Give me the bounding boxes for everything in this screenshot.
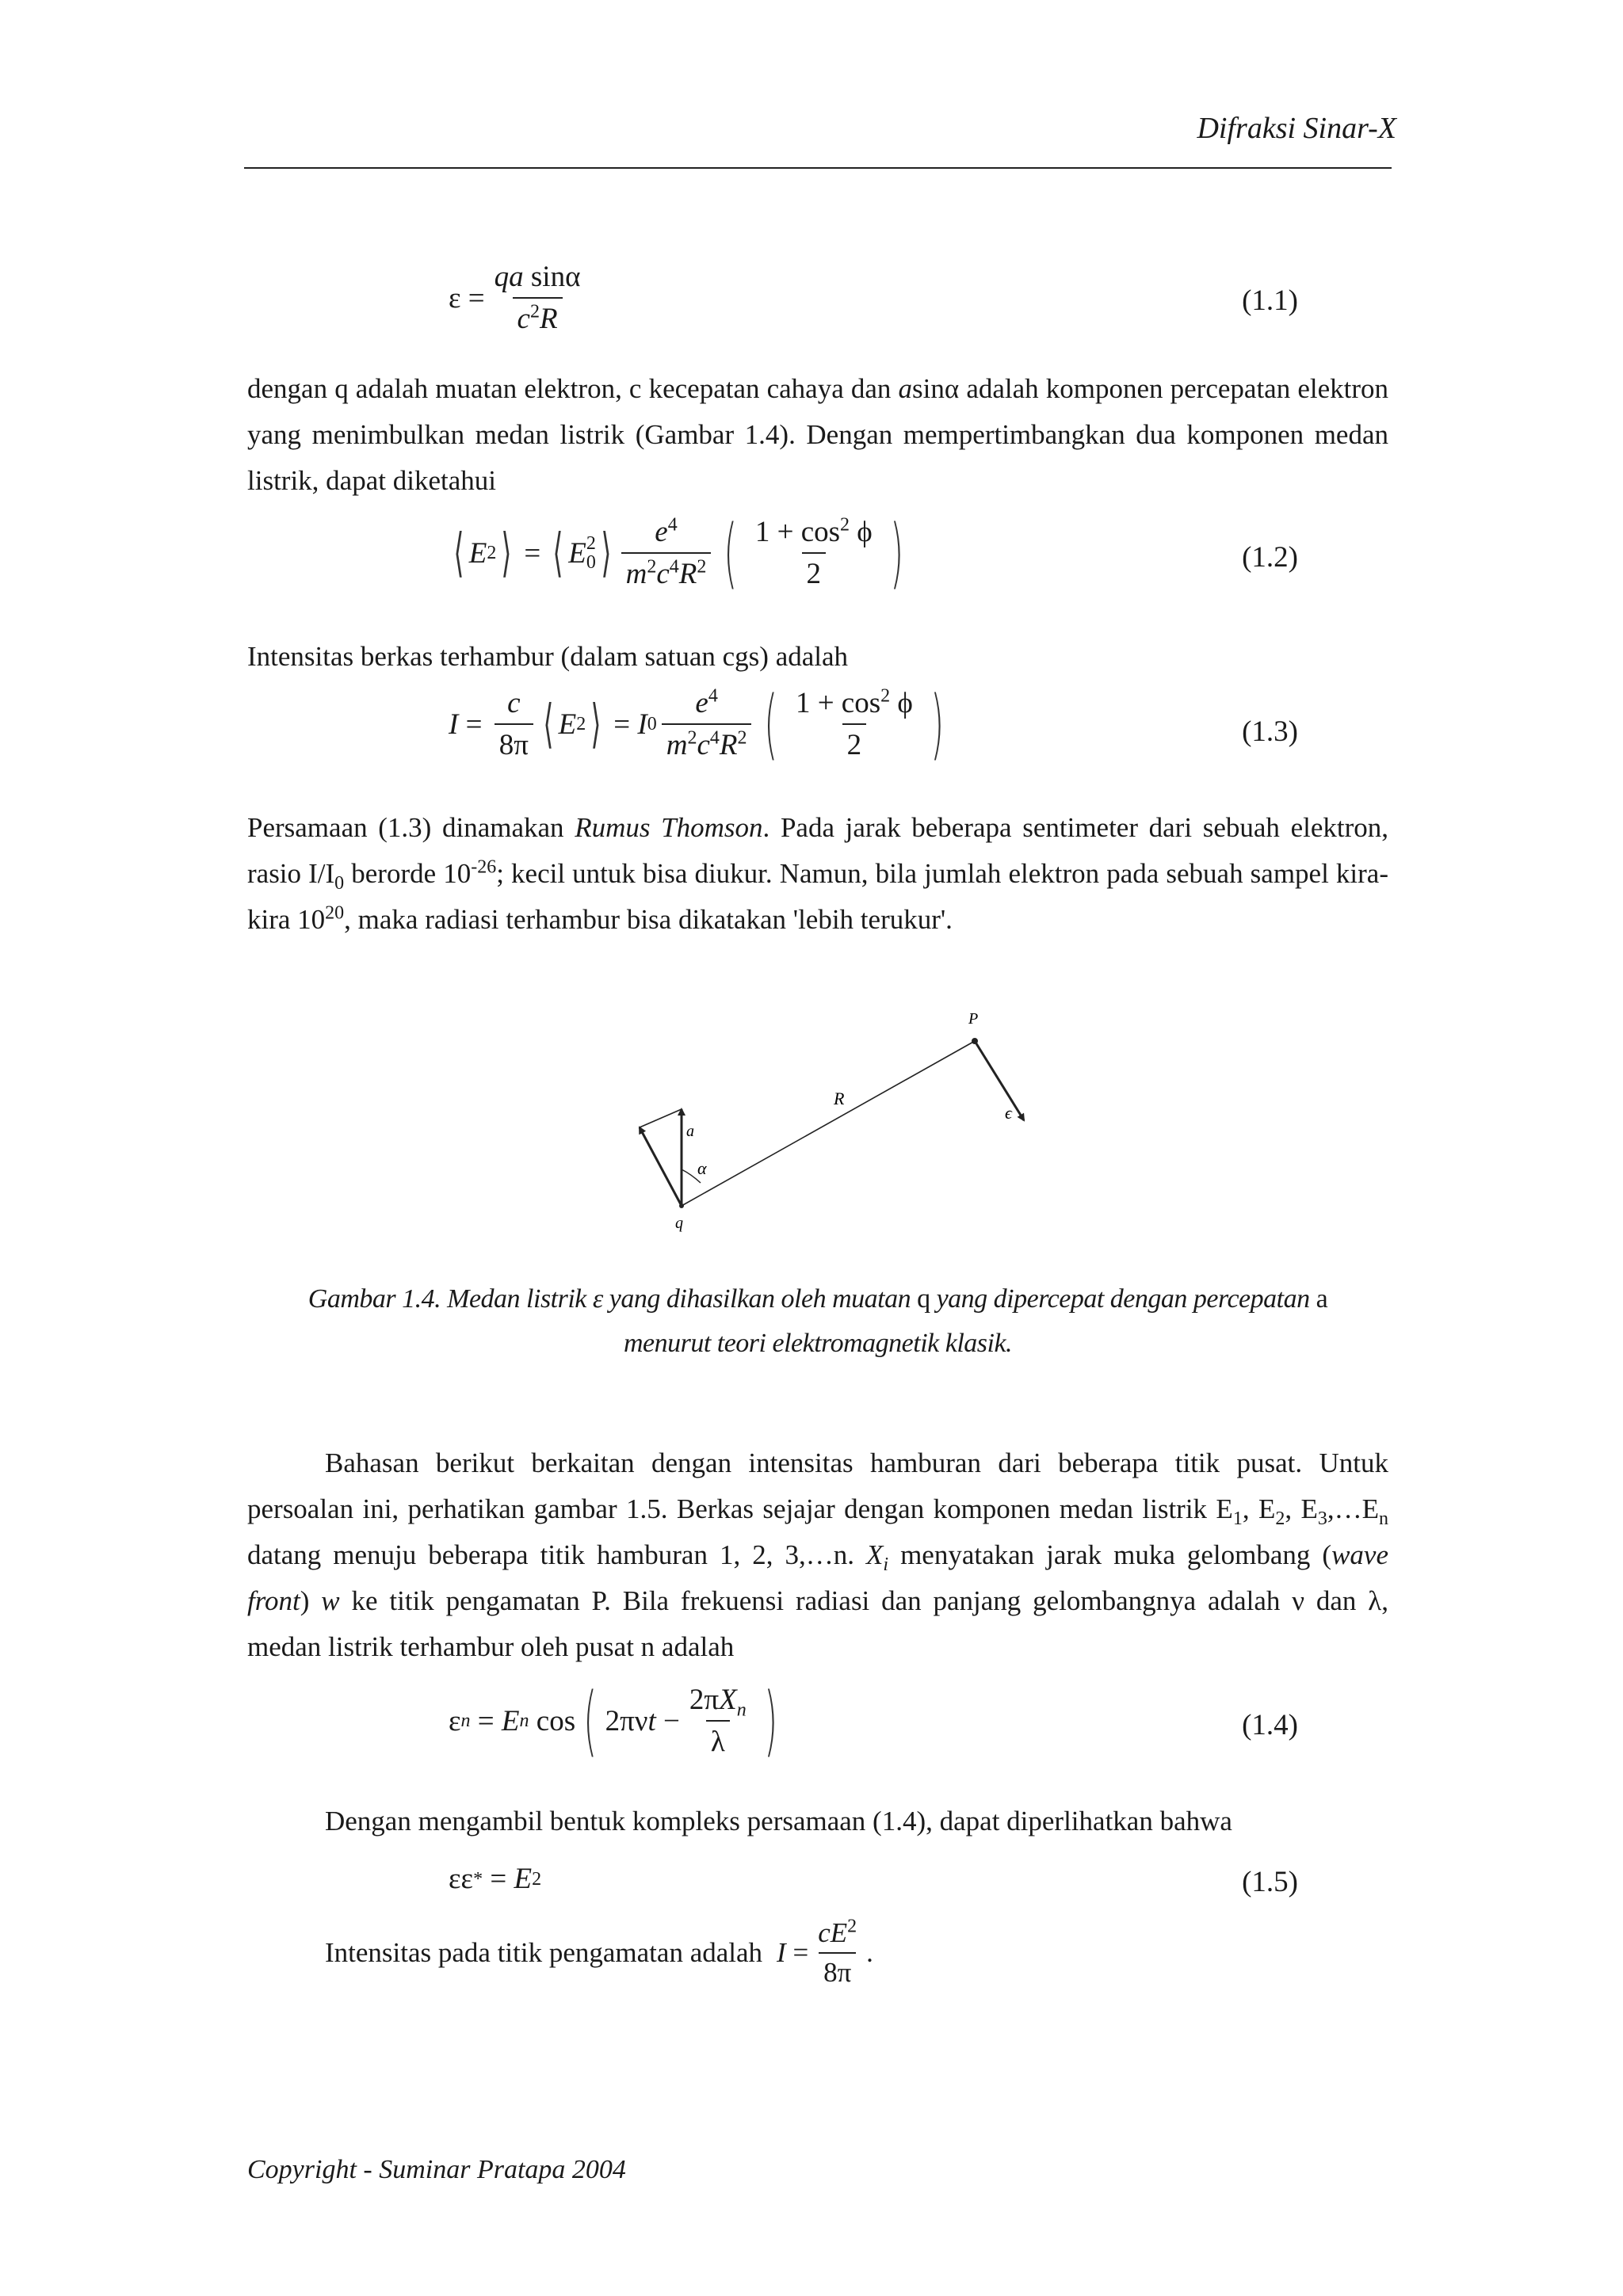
equation-1-3: I = $\frac{c}{8\pi}$ ⟨ E 2 ⟩ = I 0 $\frac{e^4}{m^2c^4R^2}$ ( $\frac{1 + \cos^2 \phi}{2}$ ) <box>449 680 945 769</box>
equation-number-1-3: (1.3) <box>1242 715 1298 748</box>
paragraph-3: Persamaan (1.3) dinamakan Rumus Thomson. Pada jarak beberapa sentimeter dari sebuah elektron, rasio $I/I_0$ berorde $10^{-26}$; kecil untuk bisa diukur. Namun, bila jumlah elektron pada sebuah sampel kira-kira $10^{20}$, maka radiasi terhambur bisa dikatakan 'lebih terukur'. <box>247 812 1389 935</box>
paragraph-1: dengan q adalah muatan elektron, c kecepatan cahaya dan asinα adalah komponen percepatan elektron yang menimbulkan medan listrik (Gambar 1.4). Dengan mempertimbangkan dua komponen medan listrik, dapat diketahui <box>247 373 1388 496</box>
connector-line <box>640 1109 682 1127</box>
label-a: a <box>686 1123 694 1140</box>
arrow-perp <box>640 1127 682 1206</box>
equation-number-1-1: (1.1) <box>1242 284 1298 317</box>
equation-number-1-5: (1.5) <box>1242 1866 1298 1898</box>
arrow-epsilon <box>975 1041 1024 1120</box>
running-header-title: Difraksi Sinar-X <box>1197 112 1396 145</box>
header-rule <box>244 167 1392 169</box>
equation-1-4: ε n = E n cos ( 2πνt − $\frac{2\pi X_n}{\lambda}$ ) <box>449 1676 777 1765</box>
label-R: R <box>834 1089 845 1108</box>
label-P: P <box>968 1010 979 1028</box>
label-q: q <box>675 1215 683 1232</box>
equation-1-5: εε * = E 2 <box>449 1863 542 1895</box>
line-R <box>682 1041 975 1206</box>
equation-number-1-4: (1.4) <box>1242 1709 1298 1741</box>
paragraph-5: Dengan mengambil bentuk kompleks persamaan (1.4), dapat diperlihatkan bahwa <box>325 1806 1232 1836</box>
paragraph-6: Intensitas pada titik pengamatan adalah I = $\frac{cE^2}{8\pi}$ . <box>325 1916 873 1988</box>
equation-1-2: ⟨ E 2 ⟩ = ⟨ E 2 0 ⟩ $\frac{e^4}{m^2c^4R^2}$ ( $\frac{1 + \cos^2 \phi}{2}$ ) <box>453 509 903 597</box>
figure-1-4-diagram <box>618 1006 1062 1244</box>
paragraph-2: Intensitas berkas terhambur (dalam satuan cgs) adalah <box>247 641 849 672</box>
equation-number-1-2: (1.2) <box>1242 541 1298 574</box>
figure-caption: Gambar 1.4. Medan listrik ε yang dihasilkan oleh muatan q yang dipercepat dengan percepatan a menurut teori elektromagnetik klasik. <box>307 1284 1328 1358</box>
label-alpha: α <box>697 1158 707 1178</box>
footer-copyright: Copyright - Suminar Pratapa 2004 <box>247 2155 626 2184</box>
label-epsilon: ϵ <box>1005 1103 1012 1123</box>
equation-1-1: ε = $\frac{\text{qa sinα}}{c^2R}$ <box>449 261 581 335</box>
point-q <box>679 1203 684 1208</box>
paragraph-4: Bahasan berikut berkaitan dengan intensitas hamburan dari beberapa titik pusat. Untuk persoalan ini, perhatikan gambar 1.5. Berkas sejajar dengan komponen medan listrik $E_1$, $E_2$, $E_3,\dots E_n$ datang menuju beberapa titik hamburan 1, 2, 3,…n. $X_i$ menyatakan jarak muka gelombang (wave front) w ke titik pengamatan P. Bila frekuensi radiasi dan panjang gelombangnya adalah ν dan λ, medan listrik terhambur oleh pusat n adalah <box>247 1447 1389 1662</box>
